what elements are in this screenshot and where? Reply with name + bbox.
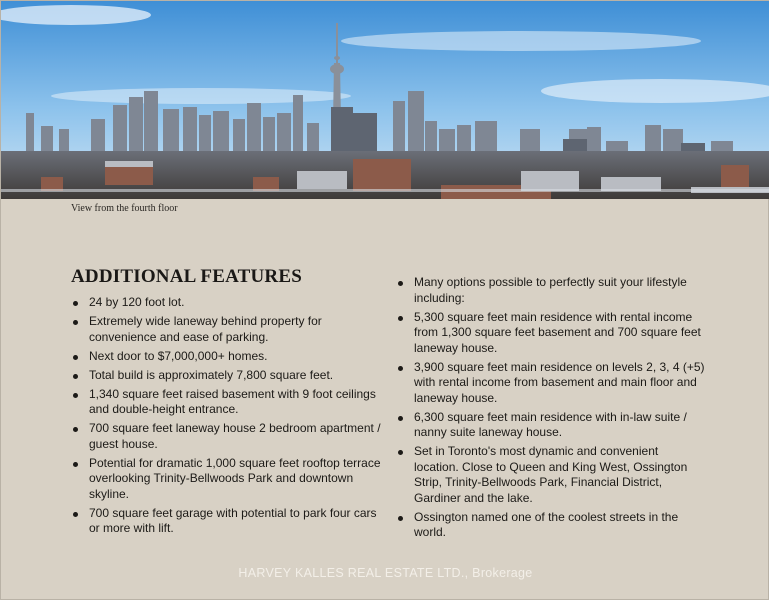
bullet-icon <box>73 512 78 517</box>
bullet-icon <box>73 320 78 325</box>
bullet-icon <box>73 462 78 467</box>
list-item: 700 square feet laneway house 2 bedroom apartment / guest house. <box>71 421 383 452</box>
bullet-icon <box>73 355 78 360</box>
list-item: Next door to $7,000,000+ homes. <box>71 349 383 365</box>
features-list-left <box>71 295 383 540</box>
list-item: 1,340 square feet raised basement with 9 foot ceilings and double-height entrance. <box>71 387 383 418</box>
features-list-right <box>396 275 706 544</box>
bullet-icon <box>398 316 403 321</box>
list-item: Extremely wide laneway behind property for convenience and ease of parking. <box>71 314 383 345</box>
list-item: 24 by 120 foot lot. <box>71 295 383 311</box>
bullet-icon <box>398 281 403 286</box>
list-item: Total build is approximately 7,800 square feet. <box>71 368 383 384</box>
section-heading: ADDITIONAL FEATURES <box>71 266 302 287</box>
skyline-photo <box>1 1 769 199</box>
list-item: Set in Toronto's most dynamic and convenient location. Close to Queen and King West, Ossington Strip, Trinity-Bellwoods Park, Financial District, Gardiner and the lake. <box>396 444 706 506</box>
bullet-icon <box>73 301 78 306</box>
list-item: 3,900 square feet main residence on levels 2, 3, 4 (+5) with rental income from basement and main floor and laneway house. <box>396 360 706 407</box>
list-item: 6,300 square feet main residence with in-law suite / nanny suite laneway house. <box>396 410 706 441</box>
bullet-icon <box>398 366 403 371</box>
list-item: Potential for dramatic 1,000 square feet rooftop terrace overlooking Trinity-Bellwoods Park and downtown skyline. <box>71 456 383 503</box>
bullet-icon <box>398 450 403 455</box>
bullet-icon <box>398 516 403 521</box>
list-item: 700 square feet garage with potential to park four cars or more with lift. <box>71 506 383 537</box>
list-item: Many options possible to perfectly suit your lifestyle including: <box>396 275 706 306</box>
photo-caption: View from the fourth floor <box>71 203 178 214</box>
bullet-icon <box>398 416 403 421</box>
list-item: Ossington named one of the coolest streets in the world. <box>396 510 706 541</box>
brokerage-footer: HARVEY KALLES REAL ESTATE LTD., Brokerage <box>238 566 533 580</box>
list-item: 5,300 square feet main residence with rental income from 1,300 square feet basement and 700 square feet laneway house. <box>396 310 706 357</box>
bullet-icon <box>73 427 78 432</box>
bullet-icon <box>73 374 78 379</box>
bullet-icon <box>73 393 78 398</box>
